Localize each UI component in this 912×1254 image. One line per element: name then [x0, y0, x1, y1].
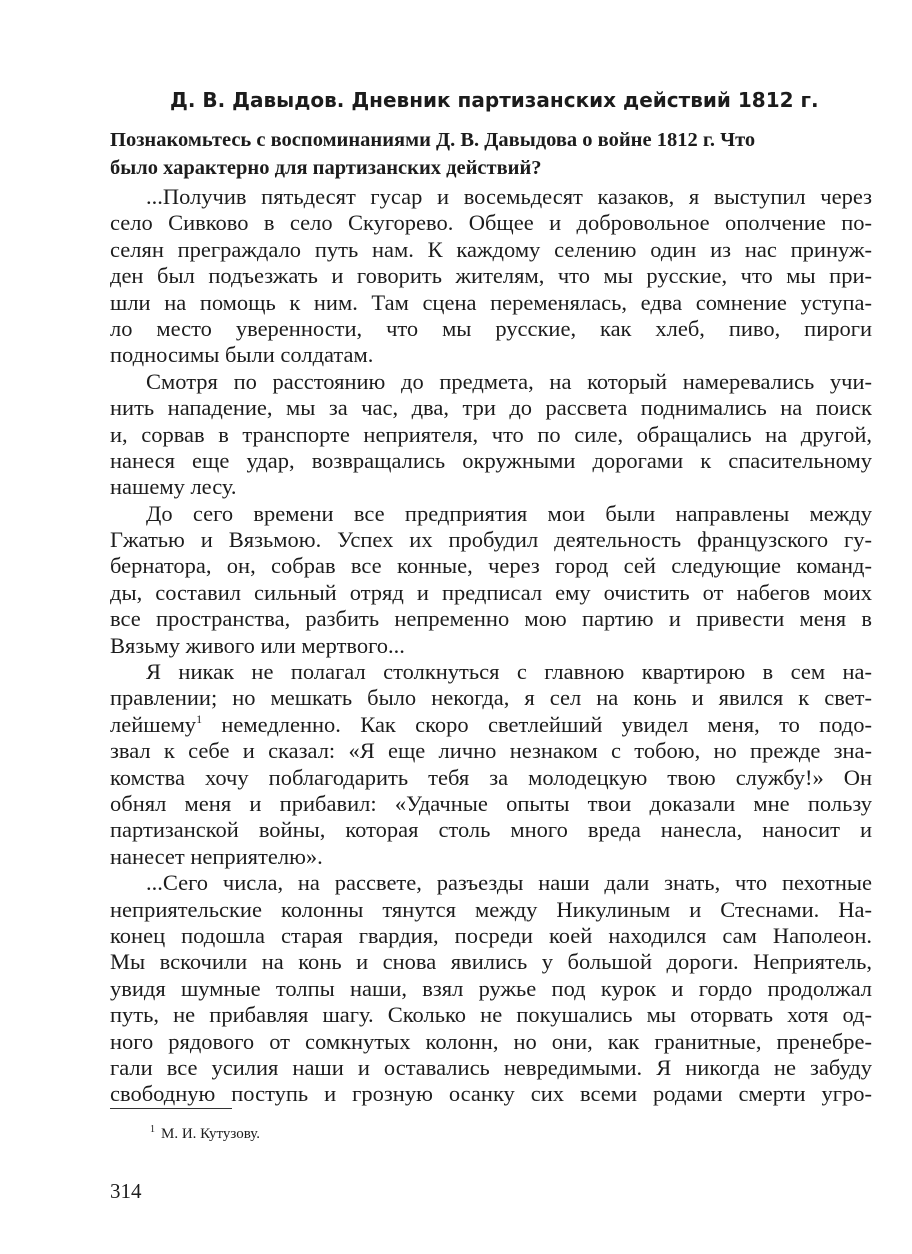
text-line: конец подошла старая гвардия, посреди коей находился сам Наполеон.: [110, 922, 872, 948]
question-line: было характерно для партизанских действий?: [110, 157, 542, 179]
text-line: ды, составил сильный отряд и предписал ему очистить от набегов моих: [110, 579, 872, 605]
document-heading: Д. В. Давыдов. Дневник партизанских действий 1812 г.: [170, 88, 819, 112]
text-line: путь, не прибавляя шагу. Сколько не покушались мы оторвать хотя од-: [110, 1002, 872, 1028]
paragraph-1: [110, 184, 872, 369]
footnote-divider: [110, 1108, 232, 1109]
text-line: село Сивково в село Скугорево. Общее и добровольное ополчение по-: [110, 210, 872, 236]
text-line: Мы вскочили на конь и снова явились у большой дороги. Неприятель,: [110, 949, 872, 975]
text-line: комства хочу поблагодарить тебя за молодецкую твою службу!» Он: [110, 764, 872, 790]
paragraph-5: [110, 870, 872, 1108]
text-line: Смотря по расстоянию до предмета, на который намеревались учи-: [146, 368, 872, 394]
text-line: ного рядового от сомкнутых колонн, но они, как гранитные, пренебре-: [110, 1028, 872, 1054]
text-fragment: лейшему: [110, 711, 197, 737]
text-line: селян преграждало путь нам. К каждому селению один из нас принуж-: [110, 236, 872, 262]
text-line: ...Получив пятьдесят гусар и восемьдесят казаков, я выступил через: [146, 184, 872, 209]
text-line: ...Сего числа, на рассвете, разъезды наши дали знать, что пехотные: [146, 870, 872, 896]
footnote-text: М. И. Кутузову.: [161, 1126, 261, 1142]
text-line: свободную поступь и грозную осанку сих всеми родами смерти угро-: [110, 1081, 872, 1107]
text-line: нанесет неприятелю».: [110, 843, 323, 869]
text-line: Вязьму живого или мертвого...: [110, 632, 405, 658]
text-line: гали все усилия наши и оставались невредимыми. Я никогда не забуду: [110, 1054, 872, 1080]
paragraph-4: [110, 659, 872, 870]
text-line: партизанской войны, которая столь много вреда нанесла, наносит и: [110, 817, 872, 843]
text-line: обнял меня и прибавил: «Удачные опыты твои доказали мне пользу: [110, 790, 872, 816]
text-line: все пространства, разбить непременно мою партию и привести меня в: [110, 606, 872, 632]
text-line: звал к себе и сказал: «Я еще лично незнаком с тобою, но прежде зна-: [110, 738, 872, 764]
text-line: Я никак не полагал столкнуться с главною квартирою в сем на-: [146, 659, 872, 685]
text-line: нить нападение, мы за час, два, три до рассвета поднимались на поиск: [110, 395, 872, 421]
text-line: неприятельские колонны тянутся между Никулиным и Стеснами. На-: [110, 896, 872, 922]
footnote-marker: 1: [150, 1124, 155, 1135]
paragraph-2: [110, 369, 872, 501]
text-line: подносимы были солдатам.: [110, 342, 374, 368]
assignment-question: [110, 126, 872, 182]
text-line: Гжатью и Вязьмою. Успех их пробудил деятельность французского гу-: [110, 527, 872, 553]
text-line: правлении; но мешкать было некогда, я сел на конь и явился к свет-: [110, 685, 872, 711]
text-line: бернатора, он, собрав все конные, через город сей следующие команд-: [110, 553, 872, 579]
text-line: ло место уверенности, что мы русские, как хлеб, пиво, пироги: [110, 315, 872, 341]
text-line: и, сорвав в транспорте неприятеля, что по силе, обращались на другой,: [110, 421, 872, 447]
paragraph-3: [110, 501, 872, 659]
footnote-reference[interactable]: 1: [196, 711, 203, 726]
text-line: нанеся еще удар, возвращались окружными дорогами к спасительному: [110, 447, 872, 473]
body-text: [110, 184, 872, 1108]
text-line-with-footnote: [110, 712, 872, 738]
footnote: [150, 1124, 260, 1144]
question-line: Познакомьтесь с воспоминаниями Д. В. Давыдова о войне 1812 г. Что: [110, 129, 756, 151]
text-line: увидя шумные толпы наши, взял ружье под курок и гордо продолжал: [110, 975, 872, 1001]
text-line: ден был подъезжать и говорить жителям, что мы русские, что мы при-: [110, 263, 872, 289]
page-number: 314: [110, 1179, 142, 1203]
text-line: нашему лесу.: [110, 474, 237, 500]
text-line: шли на помощь к ним. Там сцена переменялась, едва сомнение уступа-: [110, 289, 872, 315]
text-fragment: немедленно. Как скоро светлейший увидел меня, то подо-: [221, 711, 872, 737]
text-line: До сего времени все предприятия мои были направлены между: [146, 500, 872, 526]
